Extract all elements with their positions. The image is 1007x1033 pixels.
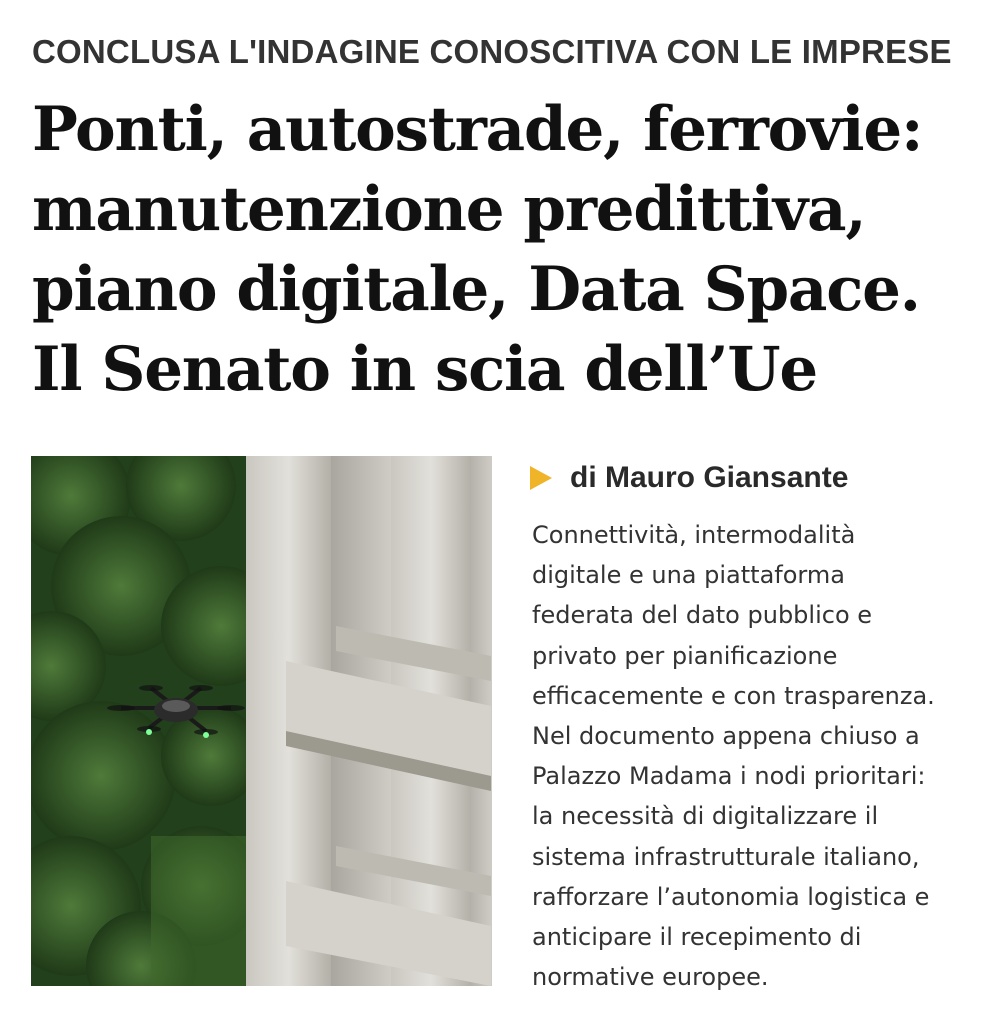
- play-arrow-icon: [530, 466, 552, 490]
- article-headline[interactable]: [32, 90, 987, 410]
- summary-line: rafforzare l’autonomia logistica e: [532, 882, 930, 911]
- summary-line: privato per pianificazione: [532, 641, 838, 670]
- summary-line: Nel documento appena chiuso a: [532, 722, 920, 751]
- summary-line: anticipare il recepimento di: [532, 923, 862, 952]
- summary-line: normative europee.: [532, 963, 769, 992]
- article-summary: [532, 515, 994, 997]
- headline-line: manutenzione predittiva,: [32, 174, 866, 245]
- byline[interactable]: [530, 458, 848, 498]
- summary-line: federata del dato pubblico e: [532, 601, 873, 630]
- summary-line: Palazzo Madama i nodi prioritari:: [532, 762, 926, 791]
- summary-line: efficacemente e con trasparenza.: [532, 681, 935, 710]
- headline-line: Il Senato in scia dell’Ue: [32, 334, 818, 405]
- summary-line: digitale e una piattaforma: [532, 561, 845, 590]
- headline-line: Ponti, autostrade, ferrovie:: [32, 94, 923, 165]
- summary-line: Connettività, intermodalità: [532, 521, 856, 549]
- article-kicker: CONCLUSA L'INDAGINE CONOSCITIVA CON LE IMPRESE: [32, 33, 952, 70]
- article-photo[interactable]: [31, 456, 492, 986]
- headline-line: piano digitale, Data Space.: [32, 254, 920, 325]
- summary-line: sistema infrastrutturale italiano,: [532, 842, 920, 871]
- summary-line: la necessità di digitalizzare il: [532, 802, 879, 831]
- byline-author: di Mauro Giansante: [570, 461, 849, 494]
